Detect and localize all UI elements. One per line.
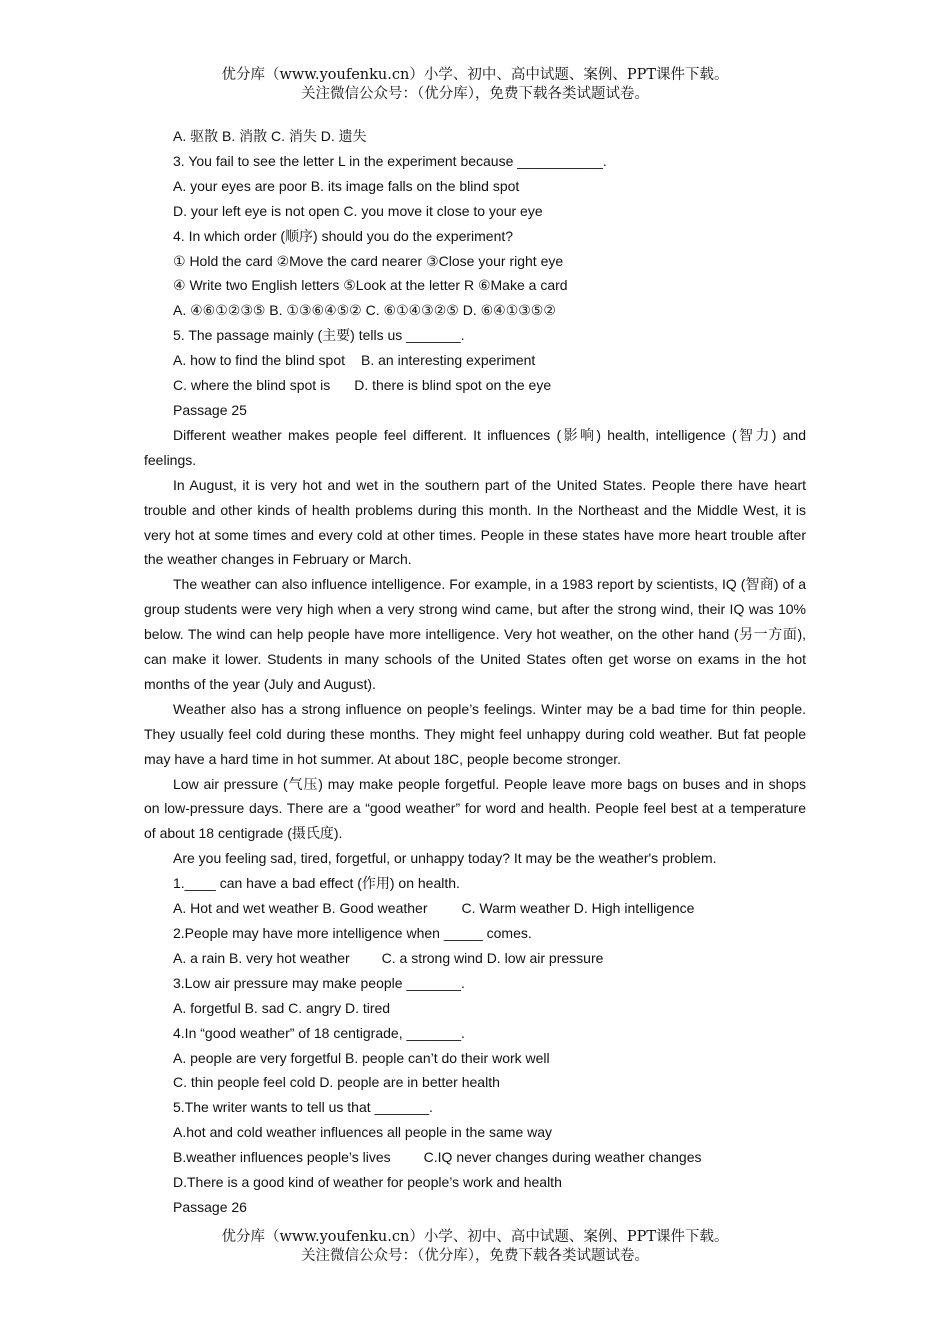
p24-q5-option-a: A. how to find the blind spot xyxy=(173,352,345,369)
p24-q5-options-cd xyxy=(144,373,806,398)
p25-paragraph-5: Low air pressure (气压) may make people forgetful. People leave more bags on buses and in shops on low-pressure days. There are a “good weather” for word and health. People feel best at a temperature of about 18 centigrade (摄氏度). xyxy=(144,775,806,842)
header-line-2: 关注微信公众号：（优分库），免费下载各类试题试卷。 xyxy=(301,86,649,102)
footer-line-2: 关注微信公众号：（优分库），免费下载各类试题试卷。 xyxy=(301,1248,649,1264)
p24-question-4: 4. In which order (顺序) should you do the experiment? xyxy=(173,227,514,244)
passage-25-title: Passage 25 xyxy=(173,401,247,418)
p25-q5-option-a: A.hot and cold weather influences all people in the same way xyxy=(173,1124,553,1141)
p25-paragraph-4: Weather also has a strong influence on people’s feelings. Winter may be a bad time for thin people. They usually feel cold during these months. They might feel unhappy during cold weather. But fat people may have a hard time in hot summer. At about 18C, people become stronger. xyxy=(144,700,806,767)
passage-26-title: Passage 26 xyxy=(173,1198,247,1215)
p25-q1-options xyxy=(144,896,806,921)
page-header xyxy=(0,66,950,104)
p24-q5-options-ab xyxy=(144,348,806,373)
page-body xyxy=(144,124,806,1220)
p25-question-2: 2.People may have more intelligence when _____ comes. xyxy=(173,925,532,941)
p25-q5-option-c: C.IQ never changes during weather changes xyxy=(423,1149,702,1166)
p24-q2-options: A. 驱散 B. 消散 C. 消失 D. 遗失 xyxy=(173,128,367,144)
p25-paragraph-3: The weather can also influence intelligence. For example, in a 1983 report by scientists, IQ (智商) of a group students were very high when a very strong wind came, but after the strong wind, their IQ was 10% below. The wind can help people have more intelligence. Very hot weather, on the other hand (另一方面), can make it lower. Students in many schools of the United States often get worse on exams in the hot months of the year (July and August). xyxy=(144,576,806,692)
p25-question-1: 1.____ can have a bad effect (作用) on health. xyxy=(173,875,460,892)
page-footer xyxy=(0,1228,950,1266)
p25-q5-options-bc xyxy=(144,1145,806,1170)
p25-q1-options-ab: A. Hot and wet weather B. Good weather xyxy=(173,900,428,917)
p25-paragraph-6: Are you feeling sad, tired, forgetful, or unhappy today? It may be the weather's problem. xyxy=(173,850,717,867)
p25-q3-options: A. forgetful B. sad C. angry D. tired xyxy=(173,999,391,1016)
p25-q5-option-d: D.There is a good kind of weather for people’s work and health xyxy=(173,1174,562,1191)
p24-q3-options-b: D. your left eye is not open C. you move it close to your eye xyxy=(173,202,543,219)
p24-q5-option-d: D. there is blind spot on the eye xyxy=(354,377,552,394)
p25-q4-options-cd: C. thin people feel cold D. people are in better health xyxy=(173,1074,500,1091)
p25-q2-options-cd: C. a strong wind D. low air pressure xyxy=(381,949,604,966)
p25-question-4: 4.In “good weather” of 18 centigrade, _______. xyxy=(173,1024,465,1041)
p25-paragraph-1: Different weather makes people feel different. It influences (影响) health, intelligence (智力) and feelings. xyxy=(144,426,806,468)
p24-q5-option-c: C. where the blind spot is xyxy=(173,377,331,394)
p24-q3-options-a: A. your eyes are poor B. its image falls on the blind spot xyxy=(173,177,520,194)
p25-question-3: 3.Low air pressure may make people _______. xyxy=(173,974,465,991)
p25-q5-option-b: B.weather influences people’s lives xyxy=(173,1149,391,1166)
p25-q2-options-ab: A. a rain B. very hot weather xyxy=(173,949,350,966)
p24-q4-steps-b: ④ Write two English letters ⑤Look at the letter R ⑥Make a card xyxy=(173,277,568,294)
p24-question-5: 5. The passage mainly (主要) tells us _______. xyxy=(173,327,465,344)
p24-q5-option-b: B. an interesting experiment xyxy=(361,352,536,369)
p25-q2-options xyxy=(144,946,806,971)
footer-line-1: 优分库（www.youfenku.cn）小学、初中、高中试题、案例、PPT课件下载。 xyxy=(221,1229,729,1245)
header-line-1: 优分库（www.youfenku.cn）小学、初中、高中试题、案例、PPT课件下载。 xyxy=(221,67,729,83)
p25-q1-options-cd: C. Warm weather D. High intelligence xyxy=(461,900,695,917)
p24-q4-options: A. ④⑥①②③⑤ B. ①③⑥④⑤② C. ⑥①④③②⑤ D. ⑥④①③⑤② xyxy=(173,302,556,319)
p24-q4-steps-a: ① Hold the card ②Move the card nearer ③Close your right eye xyxy=(173,252,564,269)
p25-question-5: 5.The writer wants to tell us that _______. xyxy=(173,1099,433,1116)
p24-question-3: 3. You fail to see the letter L in the experiment because ___________. xyxy=(173,152,607,169)
p25-paragraph-2: In August, it is very hot and wet in the southern part of the United States. People there have heart trouble and other kinds of health problems during this month. In the Northeast and the Middle West, it is very hot at some times and every cold at other times. People in these states have more heart trouble after the weather changes in February or March. xyxy=(144,476,806,568)
p25-q4-options-ab: A. people are very forgetful B. people can’t do their work well xyxy=(173,1049,550,1066)
